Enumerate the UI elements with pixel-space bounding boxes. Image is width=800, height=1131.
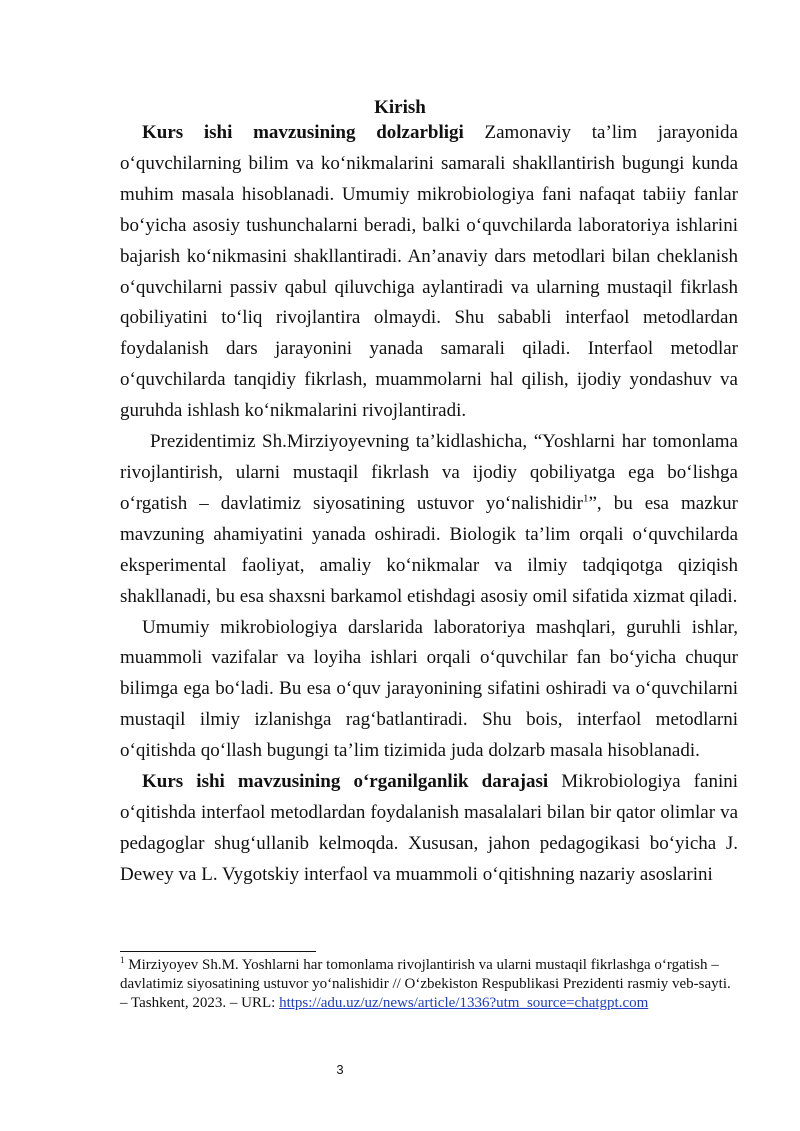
footnote-link[interactable]: https://adu.uz/uz/news/article/1336?utm_source=chatgpt.com (279, 995, 649, 1011)
footnote-number: 1 (120, 955, 125, 965)
paragraph-study-level (120, 767, 738, 891)
footnote (120, 956, 740, 1013)
paragraph-text: Umumiy mikrobiologiya darslarida laboratoriya mashqlari, guruhli ishlar, muammoli vazifalar va loyiha ishlari orqali o‘quvchilar fan bo‘yicha chuqur bilimga ega bo‘ladi. Bu esa o‘quv jarayonining sifatini oshiradi va o‘quvchilarni mustaqil ilmiy izlanishga rag‘batlantiradi. Shu bois, interfaol metodlarni o‘qitishda qo‘llash bugungi ta’lim tizimida juda dolzarb masala hisoblanadi. (120, 616, 738, 762)
paragraph-text: Zamonaviy ta’lim jarayonida o‘quvchilarning bilim va ko‘nikmalarini samarali shakllantirish bugungi kunda muhim masala hisoblanadi. Umumiy mikrobiologiya fani nafaqat tabiiy fanlar bo‘yicha asosiy tushunchalarni beradi, balki o‘quvchilarda laboratoriya ishlarini bajarish ko‘nikmasini shakllantiradi. An’anaviy dars metodlari bilan cheklanish o‘quvchilarni passiv qabul qiluvchiga aylantiradi va ularning mustaqil fikrlash qobiliyatini to‘liq rivojlantira olmaydi. Shu sababli interfaol metodlardan foydalanish dars jarayonini yanada samarali qiladi. Interfaol metodlar o‘quvchilarda tanqidiy fikrlash, muammolarni hal qilish, ijodiy yondashuv va guruhda ishlash ko‘nikmalarini rivojlantiradi. (120, 122, 738, 422)
footnote-reference[interactable]: 1 (582, 492, 589, 505)
paragraph-text: ”, bu esa mazkur mavzuning ahamiyatini yanada oshiradi. Biologik ta’lim orqali o‘quvchilarda eksperimental faoliyat, amaliy ko‘nikmalar va ilmiy tadqiqotga qiziqish shakllanadi, bu esa shaxsni barkamol etishdagi asosiy omil sifatida xizmat qiladi. (120, 492, 738, 607)
paragraph-president-quote (120, 427, 738, 612)
paragraph-microbiology-lessons (120, 613, 738, 768)
paragraph-text: Mikrobiologiya fanini o‘qitishda interfaol metodlardan foydalanish masalalari bilan bir qator olimlar va pedagoglar shug‘ullanib kelmoqda. Xususan, jahon pedagogikasi bo‘yicha J. Dewey va L. Vygotskiy interfaol va muammoli o‘qitishning nazariy asoslarini (120, 771, 738, 885)
page-number: 3 (336, 1062, 344, 1077)
paragraph-relevance (120, 118, 738, 427)
paragraph-text: Prezidentimiz Sh.Mirziyoyevning ta’kidlashicha, “Yoshlarni har tomonlama rivojlantirish, ularni mustaqil fikrlash va ijodiy qobiliyatga ega bo‘lishga o‘rgatish – davlatimiz siyosatining ustuvor yo‘nalishidir (120, 431, 738, 514)
paragraph-lead: Kurs ishi mavzusining o‘rganilganlik darajasi (142, 771, 549, 793)
paragraph-lead: Kurs ishi mavzusining dolzarbligi (142, 122, 464, 143)
section-heading: Kirish (374, 97, 426, 118)
body-text (120, 118, 738, 891)
footnote-text: Mirziyoyev Sh.M. Yoshlarni har tomonlama rivojlantirish va ularni mustaqil fikrlashga o‘rgatish – davlatimiz siyosatining ustuvor yo‘nalishidir // O‘zbekiston Respublikasi Prezidenti rasmiy veb-sayti. – Tashkent, 2023. – URL: (120, 957, 731, 1011)
footnote-divider (120, 951, 316, 952)
